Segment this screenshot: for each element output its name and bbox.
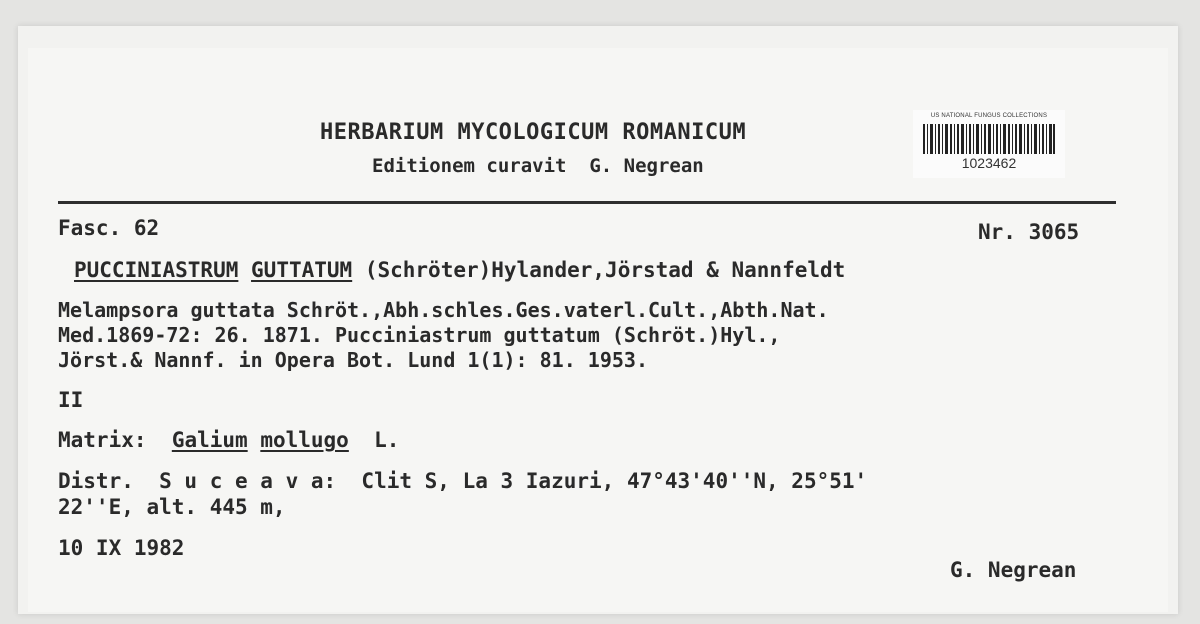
synonymy-block: [58, 298, 829, 373]
collection-date: 10 IX 1982: [58, 536, 185, 560]
editor-line: Editionem curavit G. Negrean: [372, 155, 704, 177]
specimen-number: Nr. 3065: [978, 220, 1080, 244]
spore-stage: II: [58, 388, 84, 412]
matrix-label: Matrix:: [58, 428, 147, 452]
distribution-line: 22''E, alt. 445 m,: [58, 495, 286, 519]
distribution-line: Distr. S u c e a v a: Clit S, La 3 Iazuri, 47°43'40''N, 25°51': [58, 469, 868, 493]
fascicle-number: Fasc. 62: [58, 216, 160, 240]
host-species: mollugo: [260, 428, 349, 452]
barcode-label: [913, 110, 1065, 178]
taxon-name: [74, 258, 845, 282]
taxon-species: GUTTATUM: [251, 258, 353, 282]
taxon-authority: (Schröter)Hylander,Jörstad & Nannfeldt: [364, 258, 846, 282]
matrix-line: [58, 428, 399, 452]
taxon-genus: PUCCINIASTRUM: [74, 258, 239, 282]
synonymy-line: Melampsora guttata Schröt.,Abh.schles.Ges.vaterl.Cult.,Abth.Nat.: [58, 298, 829, 322]
barcode-icon: [923, 124, 1055, 154]
header-divider: [58, 201, 1116, 204]
host-genus: Galium: [171, 428, 248, 452]
barcode-number: 1023462: [961, 155, 1017, 171]
distribution-block: [58, 468, 867, 520]
barcode-institution: US NATIONAL FUNGUS COLLECTIONS: [930, 113, 1048, 119]
collector-name: G. Negrean: [950, 558, 1077, 582]
synonymy-line: Jörst.& Nannf. in Opera Bot. Lund 1(1): 81. 1953.: [58, 348, 649, 372]
herbarium-title: HERBARIUM MYCOLOGICUM ROMANICUM: [320, 120, 747, 145]
host-authority: L.: [374, 428, 400, 452]
synonymy-line: Med.1869-72: 26. 1871. Pucciniastrum guttatum (Schröt.)Hyl.,: [58, 323, 781, 347]
